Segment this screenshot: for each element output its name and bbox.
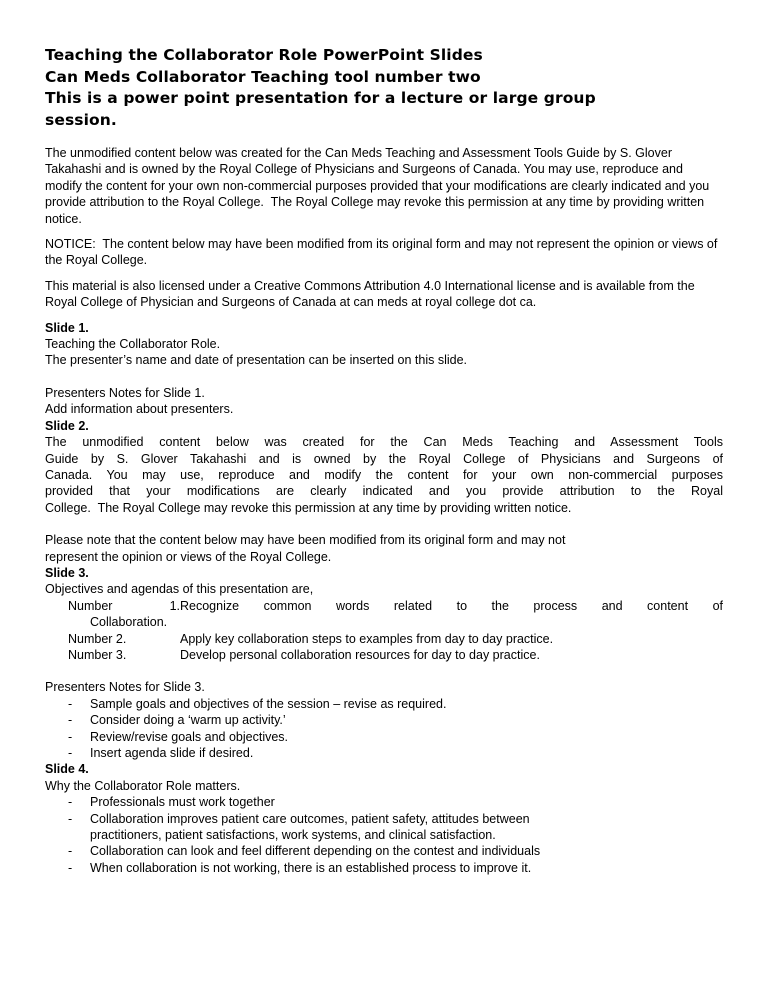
bullet-item	[68, 745, 723, 761]
title-line: Teaching the Collaborator Role PowerPoint Slides	[45, 46, 483, 64]
dash-bullet-icon: -	[68, 811, 73, 826]
slide2-section	[45, 418, 723, 565]
dash-bullet-icon: -	[68, 696, 73, 711]
slide3-section	[45, 565, 723, 761]
slide3-intro-line: Objectives and agendas of this presentation are,	[45, 582, 314, 597]
bullet-text: Collaboration improves patient care outcomes, patient safety, attitudes between	[90, 811, 530, 826]
slide2-text-line: represent the opinion or views of the Royal College.	[45, 549, 332, 564]
slide2-text-line: Guide by S. Glover Takahashi and is owned by the Royal College of Physicians and Surgeons of	[45, 451, 723, 466]
bullet-text-continuation: practitioners, patient satisfactions, work systems, and clinical satisfaction.	[90, 828, 496, 843]
bullet-text: When collaboration is not working, there is an established process to improve it.	[90, 860, 532, 875]
text-line: The unmodified content below was created for the Can Meds Teaching and Assessment Tools Guide by S.	[45, 146, 632, 160]
bullet-text: Collaboration can look and feel different depending on the contest and individuals	[90, 844, 541, 859]
numbered-item-text: Recognize common words related to the process and content of	[180, 598, 723, 613]
numbered-item-line	[68, 598, 723, 614]
dash-bullet-icon: -	[68, 746, 73, 760]
bullet-text: Review/revise goals and objectives.	[90, 729, 289, 744]
dash-bullet-icon: -	[68, 713, 73, 728]
bullet-text: Sample goals and objectives of the session – revise as required.	[90, 696, 447, 711]
slide1-notes-heading: Presenters Notes for Slide 1.	[45, 385, 205, 400]
numbered-item-text: Develop personal collaboration resources for day to day practice.	[180, 647, 540, 662]
numbered-item-text: Apply key collaboration steps to examples from day to day practice.	[180, 631, 554, 646]
slide3-heading: Slide 3.	[45, 565, 89, 580]
slide1-text-line: Teaching the Collaborator Role.	[45, 337, 221, 352]
document-body	[45, 145, 723, 876]
slide3-notes-heading: Presenters Notes for Slide 3.	[45, 680, 205, 695]
bullet-item	[68, 794, 723, 810]
bullet-text: Insert agenda slide if desired.	[90, 746, 254, 760]
slide4-section	[45, 761, 723, 876]
notice-paragraph	[45, 236, 723, 269]
text-line: are clearly indicated and you provide attribution to the Royal College. The Royal College may revoke this	[45, 178, 713, 210]
text-line: reproduce and modify the content for your own non-commercial purposes provided that your modifications	[45, 162, 687, 193]
numbered-item	[68, 631, 723, 647]
text-line: Glover Takahashi and is owned by the Royal College of Physicians and Surgeons of Canada. You may use,	[45, 146, 676, 177]
numbered-item	[68, 598, 723, 631]
text-line: available from the Royal College of Physician and Surgeons of Canada at can meds at royal college dot ca.	[45, 278, 699, 310]
document-title	[45, 45, 723, 131]
slide2-text-line: College. The Royal College may revoke this permission at any time by providing written notice.	[45, 500, 572, 515]
numbered-item-label: Number 3.	[68, 647, 127, 662]
creative-commons-paragraph	[45, 278, 723, 311]
bullet-item	[68, 811, 723, 844]
numbered-item-continuation: Collaboration.	[90, 615, 168, 630]
title-line: This is a power point presentation for a lecture or large group	[45, 89, 596, 107]
numbered-item-label: Number 2.	[68, 631, 127, 646]
slide4-heading: Slide 4.	[45, 762, 89, 777]
text-line: NOTICE: The content below may have been modified from its original form and may not represent the	[45, 237, 611, 252]
numbered-item	[68, 647, 723, 663]
bullet-text: Professionals must work together	[90, 795, 275, 810]
bullet-item	[68, 696, 723, 712]
bullet-item	[68, 843, 723, 859]
blank-line	[45, 516, 723, 532]
slide2-text-line: Canada. You may use, reproduce and modify the content for your own non-commercial purposes	[45, 467, 723, 482]
bullet-item	[68, 729, 723, 745]
numbered-item-line	[68, 647, 723, 663]
slide2-heading: Slide 2.	[45, 418, 89, 433]
text-line: This material is also licensed under a Creative Commons Attribution 4.0 International license and is	[45, 278, 593, 293]
slide1-section	[45, 320, 723, 418]
title-line: session.	[45, 110, 117, 129]
numbered-item-label: Number 1.	[68, 598, 180, 613]
slide1-heading: Slide 1.	[45, 320, 89, 335]
text-line: opinion or views of the Royal College.	[45, 237, 721, 268]
dash-bullet-icon: -	[68, 844, 73, 859]
text-line: permission at any time by providing written notice.	[45, 195, 708, 226]
license-paragraph	[45, 145, 723, 227]
bullet-item	[68, 860, 723, 876]
dash-bullet-icon: -	[68, 795, 73, 810]
slide2-text-line: The unmodified content below was created for the Can Meds Teaching and Assessment Tools	[45, 435, 723, 450]
bullet-item	[68, 712, 723, 728]
dash-bullet-icon: -	[68, 860, 73, 875]
dash-bullet-icon: -	[68, 729, 73, 744]
slide1-note-line: Add information about presenters.	[45, 402, 234, 417]
title-line: Can Meds Collaborator Teaching tool number two	[45, 67, 481, 86]
bullet-text: Consider doing a ‘warm up activity.’	[90, 713, 286, 728]
slide4-intro-line: Why the Collaborator Role matters.	[45, 778, 241, 793]
slide1-text-line: The presenter’s name and date of presentation can be inserted on this slide.	[45, 353, 468, 368]
numbered-item-line	[68, 631, 723, 647]
slide2-text-line: provided that your modifications are clearly indicated and you provide attribution to the Royal	[45, 484, 723, 499]
slide2-text-line: Please note that the content below may have been modified from its original form and may not	[45, 533, 566, 548]
